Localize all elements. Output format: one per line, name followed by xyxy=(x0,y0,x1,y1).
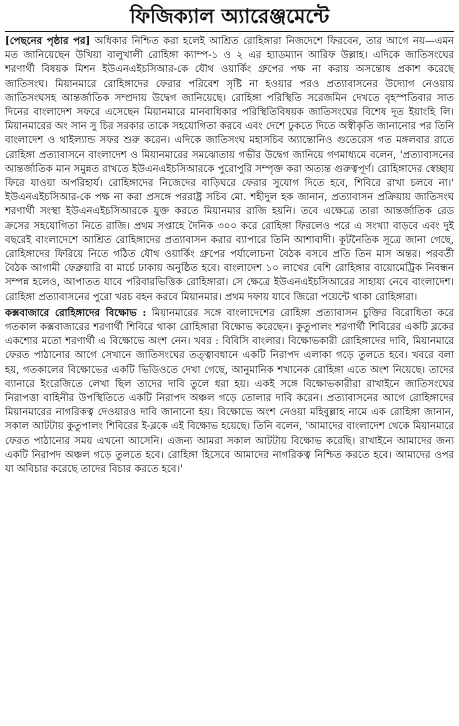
continuation-tag: [পেছনের পৃষ্ঠার পর] xyxy=(5,36,91,47)
next-headline-clipped xyxy=(0,718,459,726)
headline: ফিজিক্যাল অ্যারেঞ্জমেন্টে xyxy=(5,4,454,32)
paragraph-main-body: অধিকার নিশ্চিত করা হলেই আশ্রিত রোহিঙ্গারা নিজদেশে ফিরবেন, তার আগে নয়—এমন মত জানিয়েছেন উখিয়া বালুখালী রোহিঙ্গা ক্যাম্প-১ ও ২ এর হ্যাডম্যান আরিফ উল্লাহ। এদিকে জাতিসংঘের শরণার্থী বিষয়ক মিশন ইউএনএইচসিআর-কে যৌথ ওয়ার্কিং গ্রুপের পক্ষ না করায় অসন্তোষ প্রকাশ করেছে জাতিসংঘ। মিয়ানমারে রোহিঙ্গাদের ফেরার পরিবেশ সৃষ্টি না হওয়ার পরও প্রত্যাবাসনের উদ্যোগ নেওয়ায় জাতিসংঘসহ আন্তর্জাতিক সম্প্রদায় উদ্বেগ জানিয়েছে। রোহিঙ্গা পরিস্থিতি সরেজমিন দেখতে বৃহস্পতিবার সাত দিনের বাংলাদেশ সফরে এসেছেন মিয়ানমারে মানবাধিকার পরিস্থিতিবিষয়ক জাতিসংঘের বিশেষ দূত ইয়াংহি লি। মিয়ানমারের অং সান সু চির সরকার তাকে সহযোগিতা করবে এবং দেশে ঢুকতে দিতে অস্বীকৃতি জানানোর পর তিনি বাংলাদেশ ও থাইল্যান্ড সফর শুরু করেন। এদিকে জাতিসংঘ মহাসচিব অ্যান্তোনিও গুতেরেস গত মঙ্গলবার রাতে রোহিঙ্গা প্রত্যাবাসনে বাংলাদেশ ও মিয়ানমারের সমঝোতায় গভীর উদ্বেগ জানিয়ে গণমাধ্যমে বলেন, 'প্রত্যাবাসনের আন্তর্জাতিক মান সমুন্নত রাখতে ইউএনএইচসিআরকে পুরোপুরি সম্পৃক্ত করা অত্যন্ত গুরুত্বপূর্ণ। রোহিঙ্গাদের স্বেচ্ছায় ফিরে যাওয়া অপরিহার্য। রোহিঙ্গাদের নিজেদের বাড়িঘরে ফেরার সুযোগ দিতে হবে, শিবিরে রাখা চলবে না।' ইউএনএইচসিআর-কে পক্ষ না করা প্রসঙ্গে পররাষ্ট্র সচিব মো. শহীদুল হক জানান, প্রত্যাবাসন প্রক্রিয়ায় জাতিসংঘ শরণার্থী সংস্থা ইউএনএইচসিআরকে যুক্ত করতে মিয়ানমার রাজি হয়নি। তবে এক্ষেত্রে তারা আন্তর্জাতিক রেড ক্রসের সহযোগিতা নিতে রাজি। প্রথম সপ্তাহে দৈনিক ৩০০ করে রোহিঙ্গা ফিরলেও পরে এ সংখ্যা বাড়বে এবং দুই বছরেই বাংলাদেশে আশ্রিত রোহিঙ্গাদের প্রত্যাবাসন করার ব্যাপারে তিনি আশাবাদী। কূটনৈতিক সূত্রে জানা গেছে, রোহিঙ্গাদের ফিরিয়ে নিতে গঠিত যৌথ ওয়ার্কিং গ্রুপের পর্যালোচনা বৈঠক বসবে প্রতি তিন মাস অন্তর। পরবর্তী বৈঠক আগামী ফেব্রুয়ারি বা মার্চে ঢাকায় অনুষ্ঠিত হবে। বাংলাদেশ ১০ লাখের বেশি রোহিঙ্গার বায়োমেট্রিক নিবন্ধন সম্পন্ন হলেও, আপাতত যাবে পরিবারভিত্তিক রোহিঙ্গারা। সে ক্ষেত্রে ইউএনএইচসিআরের সাহায্য নেবে বাংলাদেশ। রোহিঙ্গা প্রত্যাবাসনের পুরো খরচ বহন করবে মিয়ানমার। প্রথম দফায় যাবে জিরো পয়েন্টে থাকা রোহিঙ্গারা। xyxy=(5,36,454,303)
article-paragraph-protest xyxy=(5,307,454,477)
paragraph-protest-body: মিয়ানমারের সঙ্গে বাংলাদেশের রোহিঙ্গা প্রত্যাবাসন চুক্তির বিরোধিতা করে গতকাল কক্সবাজারের শরণার্থী শিবিরে থাকা রোহিঙ্গারা বিক্ষোভ করেছেন। কুতুপালং শরণার্থী শিবিরের একটি ব্লকের একশোর মতো শরণার্থী এ বিক্ষোভে অংশ নেন। খবর : বিবিসি বাংলার। বিক্ষোভকারী রোহিঙ্গাদের দাবি, মিয়ানমারে ফেরত পাঠানোর আগে সেখানে জাতিসংঘের তত্ত্বাবধানে একটি নিরাপদ এলাকা গড়ে তুলতে হবে। খবরে বলা হয়, গতকালের বিক্ষোভের একটি ভিডিওতে দেখা গেছে, আনুমানিক শখানেক রোহিঙ্গা এতে অংশ নিয়েছে। তাদের ব্যানারে ইংরেজিতে লেখা ছিল তাদের দাবি তুলে ধরা হয়। একই সঙ্গে বিক্ষোভকারীরা রাখাইনে জাতিসংঘের নিরাপত্তা বাহিনীর উপস্থিতিতে একটি নিরাপদ অঞ্চল গড়ে তোলার দাবি করেন। প্রত্যাবাসনের আগে রোহিঙ্গাদের মিয়ানমারের নাগরিকত্ব দেওয়ারও দাবি জানানো হয়। বিক্ষোভে অংশ নেওয়া মহিবুল্লাহ নামে এক রোহিঙ্গা জানান, সকাল আটটায় কুতুপালং শিবিরের ই-ব্লকে এই বিক্ষোভ হয়েছে। তিনি বলেন, 'আমাদের বাংলাদেশ থেকে মিয়ানমারে ফেরত পাঠানোর সময় এখনো আসেনি। এজন্য আমরা সকাল আটটায় বিক্ষোভ করেছি। রাখাইনে আমাদের জন্য একটি নিরাপদ অঞ্চল গড়ে তুলতে হবে। রোহিঙ্গা হিসেবে আমাদের নাগরিকত্ব নিশ্চিত করতে হবে। আমাদের ওপর যা অবিচার করেছে তাদের বিচার করতে হবে।' xyxy=(5,307,454,476)
protest-subhead: কক্সবাজারে রোহিঙ্গাদের বিক্ষোভ : xyxy=(5,307,147,319)
article-paragraph-main xyxy=(5,35,454,305)
